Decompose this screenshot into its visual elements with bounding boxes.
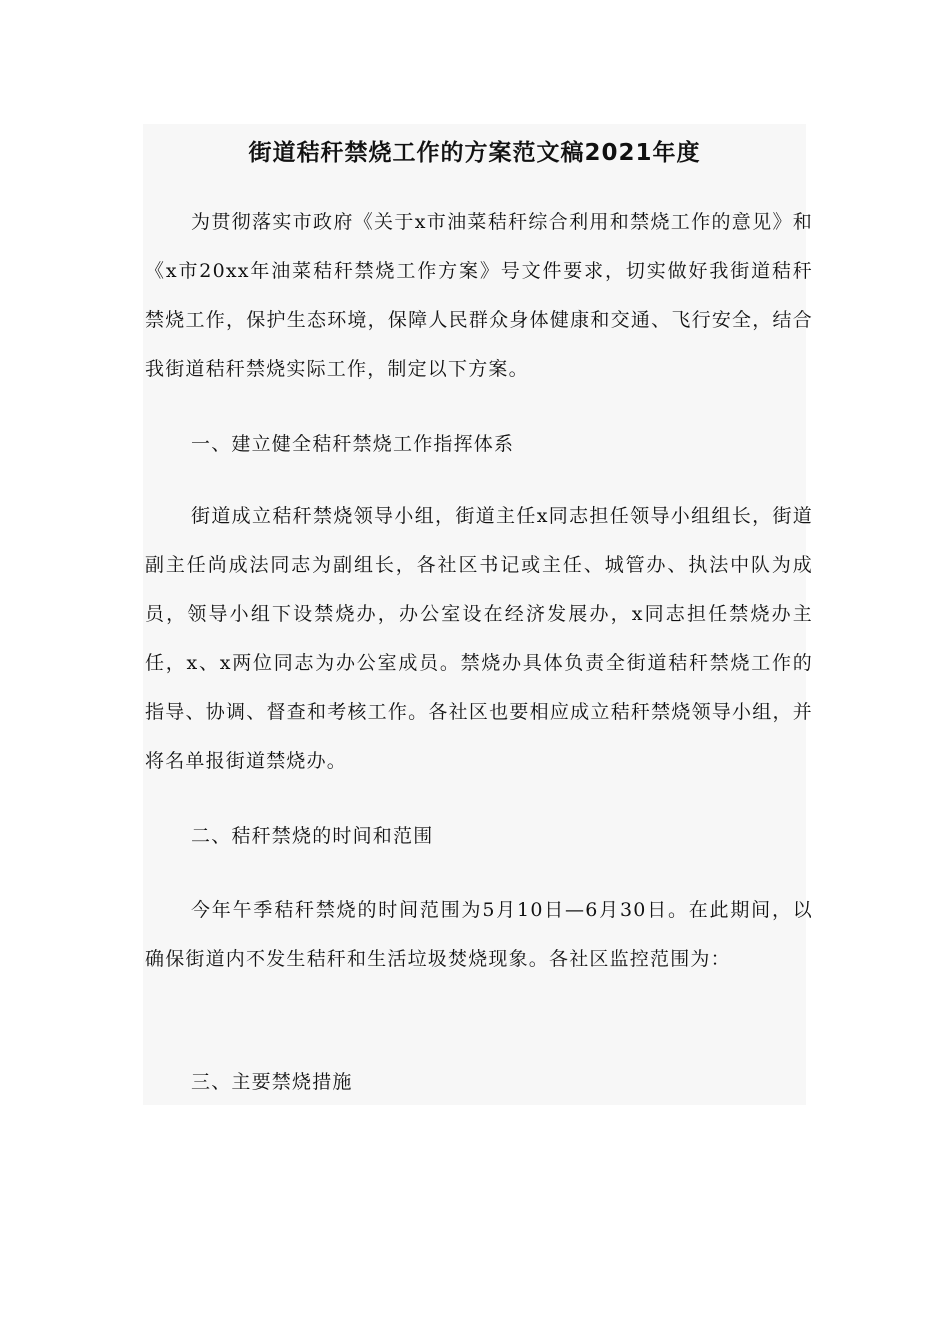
intro-paragraph: 为贯彻落实市政府《关于x市油菜秸秆综合利用和禁烧工作的意见》和《x市20xx年油菜秸秆禁烧工作方案》号文件要求，切实做好我街道秸秆禁烧工作，保护生态环境，保障人民群众身体健康和交通、飞行安全，结合我街道秸秆禁烧实际工作，制定以下方案。 [145,211,813,380]
document-title: 街道秸秆禁烧工作的方案范文稿2021年度 [248,140,701,166]
section-3-heading: 三、主要禁烧措施 [191,1071,353,1093]
section-2-body: 今年午季秸秆禁烧的时间范围为5月10日—6月30日。在此期间，以确保街道内不发生秸秆和生活垃圾焚烧现象。各社区监控范围为： [145,899,813,970]
section-1-body: 街道成立秸秆禁烧领导小组，街道主任x同志担任领导小组组长，街道副主任尚成法同志为副组长，各社区书记或主任、城管办、执法中队为成员，领导小组下设禁烧办，办公室设在经济发展办，x同志担任禁烧办主任，x、x两位同志为办公室成员。禁烧办具体负责全街道秸秆禁烧工作的指导、协调、督查和考核工作。各社区也要相应成立秸秆禁烧领导小组，并将名单报街道禁烧办。 [145,505,813,772]
section-1-heading: 一、建立健全秸秆禁烧工作指挥体系 [191,433,515,455]
section-2-heading: 二、秸秆禁烧的时间和范围 [191,825,434,847]
